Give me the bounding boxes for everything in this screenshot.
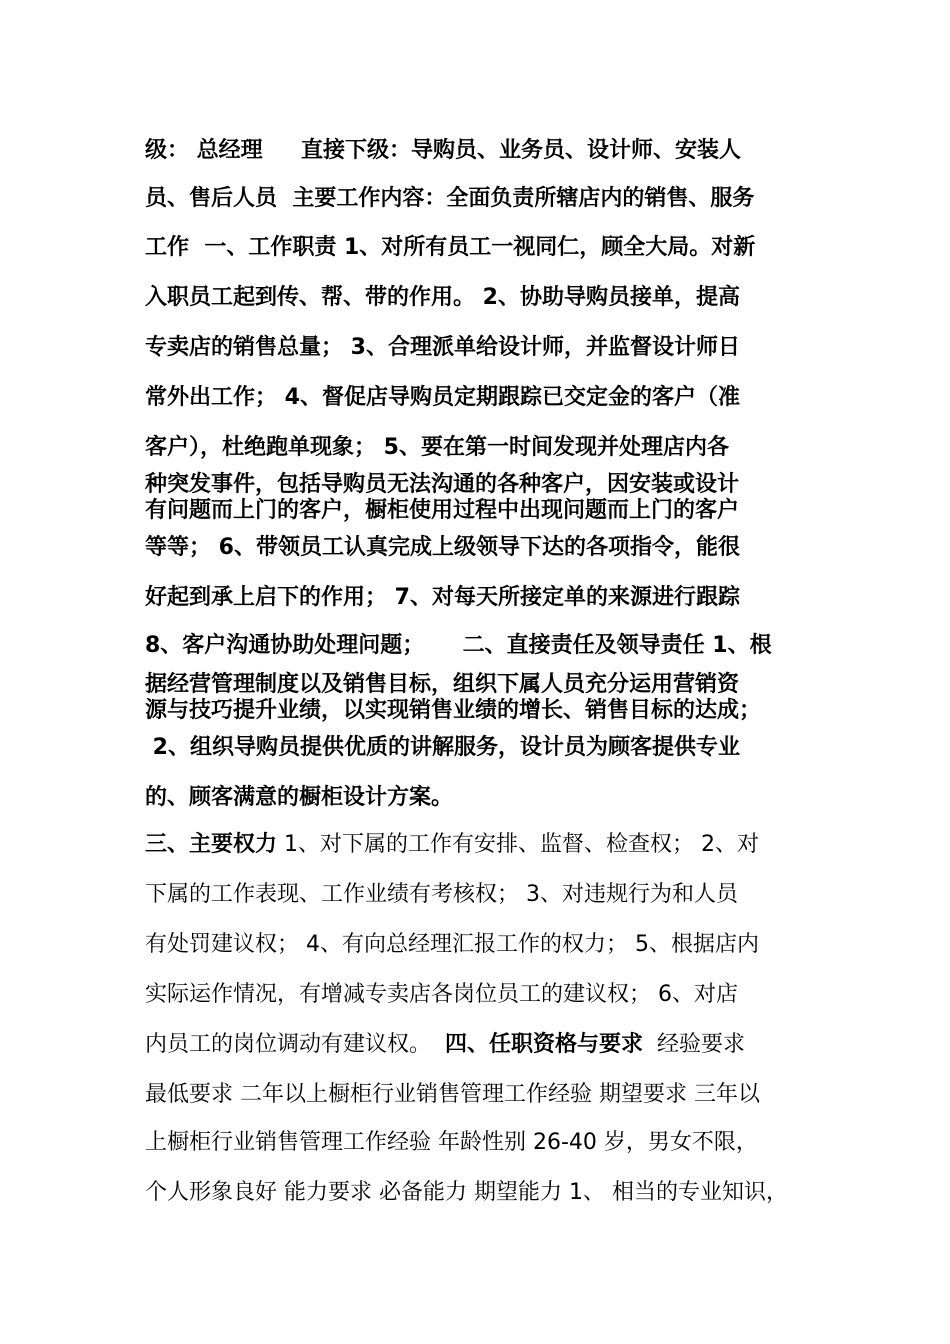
text-segment: 上橱柜行业销售管理工作经验 年龄性别 26-40 岁，男女不限， (145, 1130, 758, 1155)
text-line (145, 1030, 825, 1060)
text-segment: 种突发事件，包括导购员无法沟通的各种客户，因安装或设计 (145, 472, 740, 497)
text-segment: 实际运作情况，有增减专卖店各岗位员工的建议权； 6、对店 (145, 982, 738, 1007)
text-line (145, 283, 825, 313)
text-line (145, 533, 825, 563)
text-segment: 据经营管理制度以及销售目标，组织下属人员充分运用营销资 (145, 672, 740, 697)
text-segment: 客户），杜绝跑单现象； 5、要在第一时间发现并处理店内各 (145, 435, 729, 460)
text-line (145, 1178, 825, 1208)
text-line (145, 1080, 825, 1110)
text-line (145, 583, 825, 613)
text-line (145, 433, 825, 463)
text-line (145, 930, 825, 960)
text-segment: 工作 一、工作职责 1、对所有员工一视同仁，顾全大局。对新 (145, 235, 756, 260)
text-segment: 入职员工起到传、帮、带的作用。 2、协助导购员接单，提高 (145, 285, 740, 310)
text-line (145, 830, 825, 860)
text-segment: 8、客户沟通协助处理问题； 二、直接责任及领导责任 1、根 (145, 633, 772, 658)
text-segment: 有问题而上门的客户，橱柜使用过程中出现问题而上门的客户 (145, 498, 740, 523)
text-segment: 常外出工作； 4、督促店导购员定期跟踪已交定金的客户（准 (145, 385, 740, 410)
text-segment: 下属的工作表现、工作业绩有考核权； 3、对违规行为和人员 (145, 882, 738, 907)
text-line (145, 733, 825, 763)
text-line (145, 233, 825, 263)
text-segment: 好起到承上启下的作用； 7、对每天所接定单的来源进行跟踪 (145, 585, 740, 610)
text-segment: 内员工的岗位调动有建议权。 (145, 1032, 445, 1057)
text-segment: 1、对下属的工作有安排、监督、检查权； 2、对 (277, 832, 759, 857)
text-segment: 四、任职资格与要求 (445, 1032, 644, 1057)
text-line (145, 136, 825, 166)
text-line (145, 696, 825, 726)
text-segment: 专卖店的销售总量； 3、合理派单给设计师，并监督设计师日 (145, 335, 740, 360)
text-line (145, 383, 825, 413)
text-line (145, 980, 825, 1010)
text-segment: 等等； 6、带领员工认真完成上级领导下达的各项指令，能很 (145, 535, 740, 560)
text-line (145, 631, 825, 661)
text-line (145, 184, 825, 214)
text-line (145, 1128, 825, 1158)
text-segment: 的、顾客满意的橱柜设计方案。 (145, 785, 454, 810)
text-segment: 经验要求 (643, 1032, 746, 1057)
text-line (145, 496, 825, 526)
text-line (145, 333, 825, 363)
text-line (145, 880, 825, 910)
text-segment: 个人形象良好 能力要求 必备能力 期望能力 1、 相当的专业知识， (145, 1180, 788, 1205)
text-segment: 2、组织导购员提供优质的讲解服务，设计员为顾客提供专业 (145, 735, 740, 760)
text-segment: 最低要求 二年以上橱柜行业销售管理工作经验 期望要求 三年以 (145, 1082, 760, 1107)
text-line (145, 783, 825, 813)
text-segment: 源与技巧提升业绩，以实现销售业绩的增长、销售目标的达成； (145, 698, 762, 723)
text-segment: 员、售后人员 主要工作内容：全面负责所辖店内的销售、服务 (145, 186, 755, 211)
text-segment: 三、主要权力 (145, 832, 278, 857)
text-segment: 有处罚建议权； 4、有向总经理汇报工作的权力； 5、根据店内 (145, 932, 759, 957)
text-segment: 级： 总经理 直接下级：导购员、业务员、设计师、安装人 (145, 138, 741, 163)
